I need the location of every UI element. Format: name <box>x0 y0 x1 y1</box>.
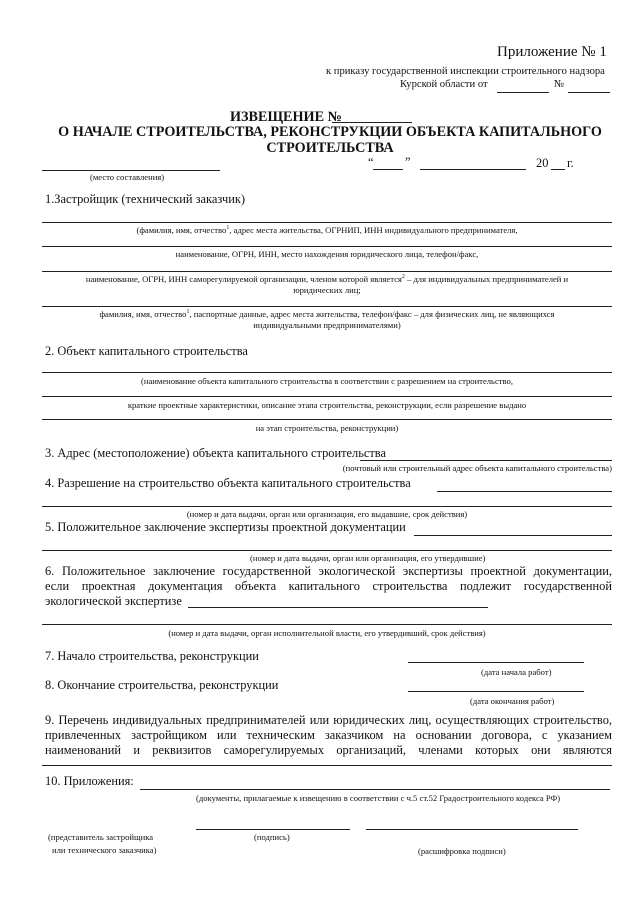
notice-number-field[interactable] <box>332 122 412 123</box>
section9-line-2: привлеченных застройщиком или техническим заказчиком на основании договора, с указанием <box>45 728 612 742</box>
section5-label: 5. Положительное заключение экспертизы проектной документации <box>45 520 406 534</box>
section5-caption: (номер и дата выдачи, орган или организация, его утвердившие) <box>250 553 486 563</box>
section6-line-1: 6. Положительное заключение государственной экологической экспертизы проектной документации, <box>45 564 612 578</box>
section7-label: 7. Начало строительства, реконструкции <box>45 649 259 663</box>
section8-label: 8. Окончание строительства, реконструкции <box>45 678 279 692</box>
address-field[interactable] <box>360 460 612 461</box>
section1-caption-3b: юридических лиц; <box>293 285 361 295</box>
section3-label: 3. Адрес (местоположение) объекта капитального строительства <box>45 446 386 460</box>
section6-line-2: если проектная документация объекта капитального строительства подлежит государственной <box>45 579 612 593</box>
section1-caption-3: наименование, ОГРН, ИНН саморегулируемой организации, членом которой является$^2$ – для индивидуальных предпринимателей и <box>85 274 569 284</box>
section10-caption: (документы, прилагаемые к извещению в соответствии с ч.5 ст.52 Градостроительного кодекса РФ) <box>196 793 561 803</box>
permit-field-1[interactable] <box>437 491 612 492</box>
order-number-field[interactable] <box>568 92 610 93</box>
eco-expertise-field-1[interactable] <box>188 607 488 608</box>
section6-line-3: экологической экспертизе <box>45 594 182 608</box>
developer-field-2[interactable] <box>42 246 612 247</box>
section4-label: 4. Разрешение на строительство объекта капитального строительства <box>45 476 411 490</box>
contractors-field[interactable] <box>42 765 612 766</box>
section6-caption: (номер и дата выдачи, орган исполнительной власти, его утвердивший, срок действия) <box>168 628 486 638</box>
representative-caption-2: или технического заказчика) <box>52 845 157 855</box>
section1-caption-1: (фамилия, имя, отчество$^1$, адрес места жительства, ОГРНИП, ИНН индивидуального предпринимателя, <box>136 225 518 235</box>
section2-label: 2. Объект капитального строительства <box>45 344 248 358</box>
number-sign: № <box>554 79 565 90</box>
year-prefix: 20 <box>536 156 549 170</box>
year-field[interactable] <box>551 169 565 170</box>
start-date-field[interactable] <box>408 662 584 663</box>
section9-line-1: 9. Перечень индивидуальных предпринимателей или юридических лиц, осуществляющих строительство, <box>45 713 612 727</box>
section2-caption-1: (наименование объекта капитального строительства в соответствии с разрешением на строительство, <box>141 376 513 386</box>
region-prefix: Курской области от <box>400 79 488 90</box>
eco-expertise-field-2[interactable] <box>42 624 612 625</box>
developer-field-1[interactable] <box>42 222 612 223</box>
signature-decode-caption: (расшифровка подписи) <box>418 846 506 856</box>
developer-field-4[interactable] <box>42 306 612 307</box>
region-line <box>400 79 488 90</box>
developer-field-3[interactable] <box>42 271 612 272</box>
expertise-field-1[interactable] <box>414 535 612 536</box>
expertise-field-2[interactable] <box>42 550 612 551</box>
representative-caption-1: (представитель застройщика <box>48 832 154 842</box>
section1-caption-2: наименование, ОГРН, ИНН, место нахождения юридического лица, телефон/факс, <box>175 249 479 259</box>
section7-caption: (дата начала работ) <box>481 667 552 677</box>
section10-label: 10. Приложения: <box>45 774 134 788</box>
section1-caption-4: фамилия, имя, отчество$^1$, паспортные данные, адрес места жительства, телефон/факс – для физических лиц, не являющихся <box>99 309 555 319</box>
object-field-3[interactable] <box>42 419 612 420</box>
notice-subtitle-2: СТРОИТЕЛЬСТВА <box>266 140 394 156</box>
day-field[interactable] <box>373 169 403 170</box>
notice-title: ИЗВЕЩЕНИЕ № <box>230 109 342 125</box>
order-line: к приказу государственной инспекции строительного надзора <box>326 66 605 77</box>
object-field-1[interactable] <box>42 372 612 373</box>
section3-caption: (почтовый или строительный адрес объекта капитального строительства) <box>342 463 612 473</box>
quote-open: “ <box>368 155 374 169</box>
section2-caption-3: на этап строительства, реконструкции) <box>255 423 399 433</box>
quote-close: ” <box>405 155 411 169</box>
section1-caption-4b: индивидуальными предпринимателями) <box>253 320 401 330</box>
attachments-field[interactable] <box>140 789 610 790</box>
place-caption: (место составления) <box>90 172 165 182</box>
appendix-title: Приложение № 1 <box>497 44 607 60</box>
year-suffix: г. <box>567 156 574 170</box>
section1-label: 1.Застройщик (технический заказчик) <box>45 192 246 206</box>
object-field-2[interactable] <box>42 396 612 397</box>
section2-caption-2: краткие проектные характеристики, описание этапа строительства, реконструкции, если разрешение выдано <box>127 400 527 410</box>
signature-caption: (подпись) <box>254 832 290 842</box>
signature-decode-field[interactable] <box>366 829 578 830</box>
section9-line-3: наименований и реквизитов саморегулируемых организаций, членами которых они являются <box>45 743 612 757</box>
signature-field[interactable] <box>196 829 350 830</box>
permit-field-2[interactable] <box>42 506 612 507</box>
month-field[interactable] <box>420 169 526 170</box>
order-date-field[interactable] <box>497 92 549 93</box>
section8-caption: (дата окончания работ) <box>470 696 555 706</box>
notice-subtitle: О НАЧАЛЕ СТРОИТЕЛЬСТВА, РЕКОНСТРУКЦИИ ОБЪЕКТА КАПИТАЛЬНОГО <box>58 124 602 140</box>
place-field[interactable] <box>42 170 220 171</box>
section4-caption: (номер и дата выдачи, орган или организация, его выдавшие, срок действия) <box>186 509 468 519</box>
end-date-field[interactable] <box>408 691 584 692</box>
